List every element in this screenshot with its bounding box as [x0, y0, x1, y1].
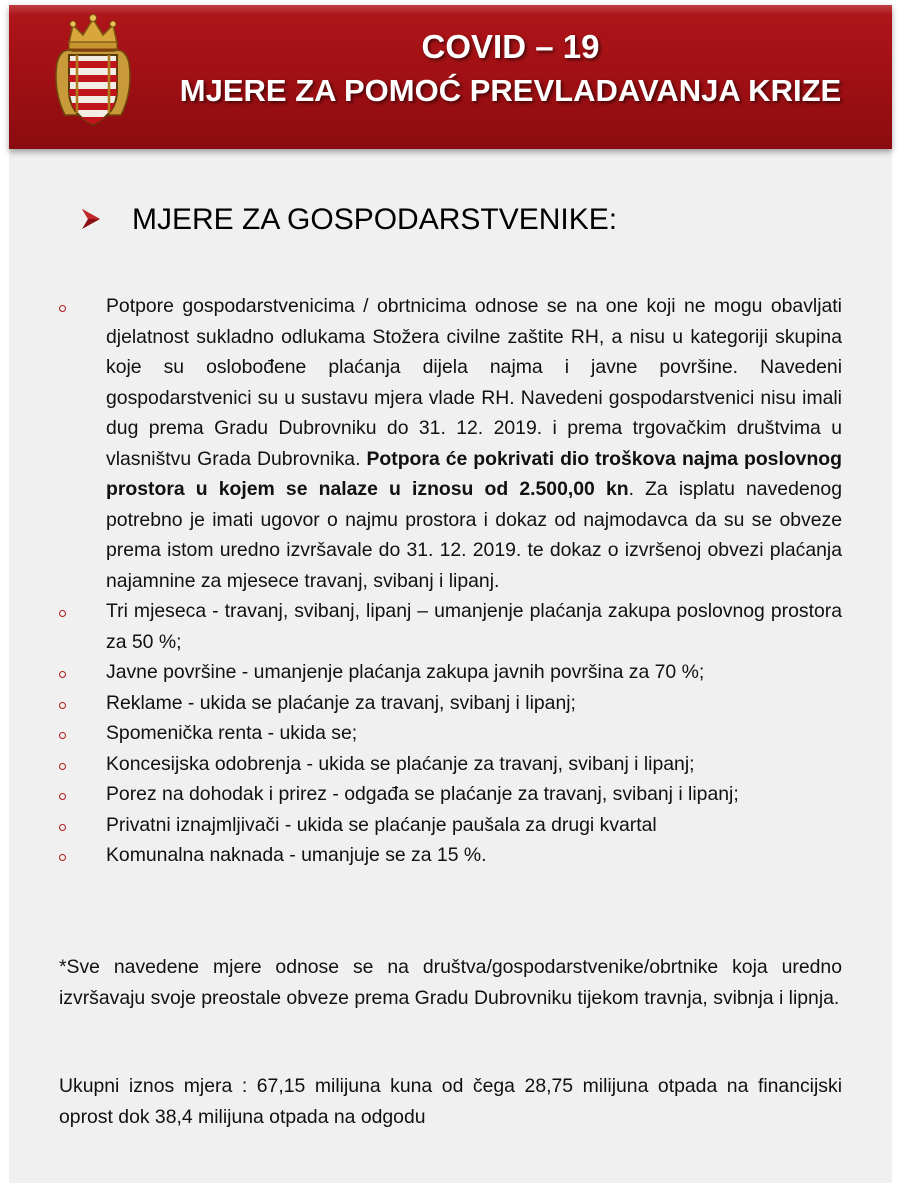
- circle-bullet-icon: [59, 824, 66, 831]
- dubrovnik-coat-of-arms-icon: [51, 13, 135, 131]
- list-item: [59, 779, 842, 810]
- page-title: [139, 25, 882, 113]
- section-heading: [80, 200, 617, 240]
- list-item: [59, 840, 842, 871]
- list-item: [59, 749, 842, 780]
- list-item-text: Javne površine - umanjenje plaćanja zakupa javnih površina za 70 %;: [106, 661, 705, 683]
- total-summary: Ukupni iznos mjera : 67,15 milijuna kuna od čega 28,75 milijuna otpada na financijski oprost dok 38,4 milijuna otpada na odgodu: [59, 1075, 842, 1128]
- list-item: [59, 718, 842, 749]
- title-banner: [9, 5, 892, 149]
- circle-bullet-icon: [59, 671, 66, 678]
- measures-list: [59, 291, 842, 871]
- list-item: [59, 291, 842, 596]
- circle-bullet-icon: [59, 702, 66, 709]
- circle-bullet-icon: [59, 763, 66, 770]
- section-heading-text: MJERE ZA GOSPODARSTVENIKE:: [132, 203, 618, 236]
- list-item-text: Tri mjeseca - travanj, svibanj, lipanj – umanjenje plaćanja zakupa poslovnog prostora za 50 %;: [106, 600, 842, 653]
- circle-bullet-icon: [59, 793, 66, 800]
- bold-highlight: Potpora će pokrivati dio troškova najma poslovnog prostora u kojem se nalaze u iznosu od 2.500,00 kn: [106, 447, 842, 500]
- circle-bullet-icon: [59, 610, 66, 617]
- list-item: [59, 688, 842, 719]
- list-item: [59, 810, 842, 841]
- list-item-text: Porez na dohodak i prirez - odgađa se plaćanje za travanj, svibanj i lipanj;: [106, 783, 739, 805]
- title-line-1: COVID – 19: [421, 28, 600, 65]
- list-item-text: Komunalna naknada - umanjuje se za 15 %.: [106, 844, 487, 866]
- circle-bullet-icon: [59, 854, 66, 861]
- list-item: [59, 657, 842, 688]
- list-item-text: Privatni iznajmljivači - ukida se plaćanje paušala za drugi kvartal: [106, 813, 657, 836]
- list-item: [59, 596, 842, 657]
- circle-bullet-icon: [59, 305, 66, 312]
- list-item-text: Reklame - ukida se plaćanje za travanj, svibanj i lipanj;: [106, 691, 576, 714]
- footnote: *Sve navedene mjere odnose se na društva/gospodarstvenike/obrtnike koja uredno izvršavaju svoje preostale obveze prema Gradu Dubrovniku tijekom travnja, svibnja i lipnja.: [59, 956, 842, 1009]
- list-item-text: Spomenička renta - ukida se;: [106, 722, 358, 744]
- list-item-text: Koncesijska odobrenja - ukida se plaćanje za travanj, svibanj i lipanj;: [106, 752, 695, 775]
- list-item-text: Potpore gospodarstvenicima / obrtnicima odnose se na one koji ne mogu obavljati djelatnost sukladno odlukama Stožera civilne zaštite RH, a nisu u kategoriji skupina koje su oslobođene plaćanja dijela najma i javne površine. Navedeni gospodarstvenici su u sustavu mjera vlade RH. Navedeni gospodarstvenici nisu imali dug prema Gradu Dubrovniku do 31. 12. 2019. i prema trgovačkim društvima u vlasništvu Grada Dubrovnika. Potpora će pokrivati dio troškova najma poslovnog prostora u kojem se nalaze u iznosu od 2.500,00 kn. Za isplatu navedenog potrebno je imati ugovor o najmu prostora i dokaz od najmodavca da su se obveze prema istom uredno izvršavale do 31. 12. 2019. te dokaz o izvršenoj obvezi plaćanja najamnine za mjesece travanj, svibanj i lipanj.: [106, 295, 842, 592]
- arrow-bullet-icon: [80, 207, 102, 231]
- circle-bullet-icon: [59, 732, 66, 739]
- title-line-2: MJERE ZA POMOĆ PREVLADAVANJA KRIZE: [179, 73, 842, 108]
